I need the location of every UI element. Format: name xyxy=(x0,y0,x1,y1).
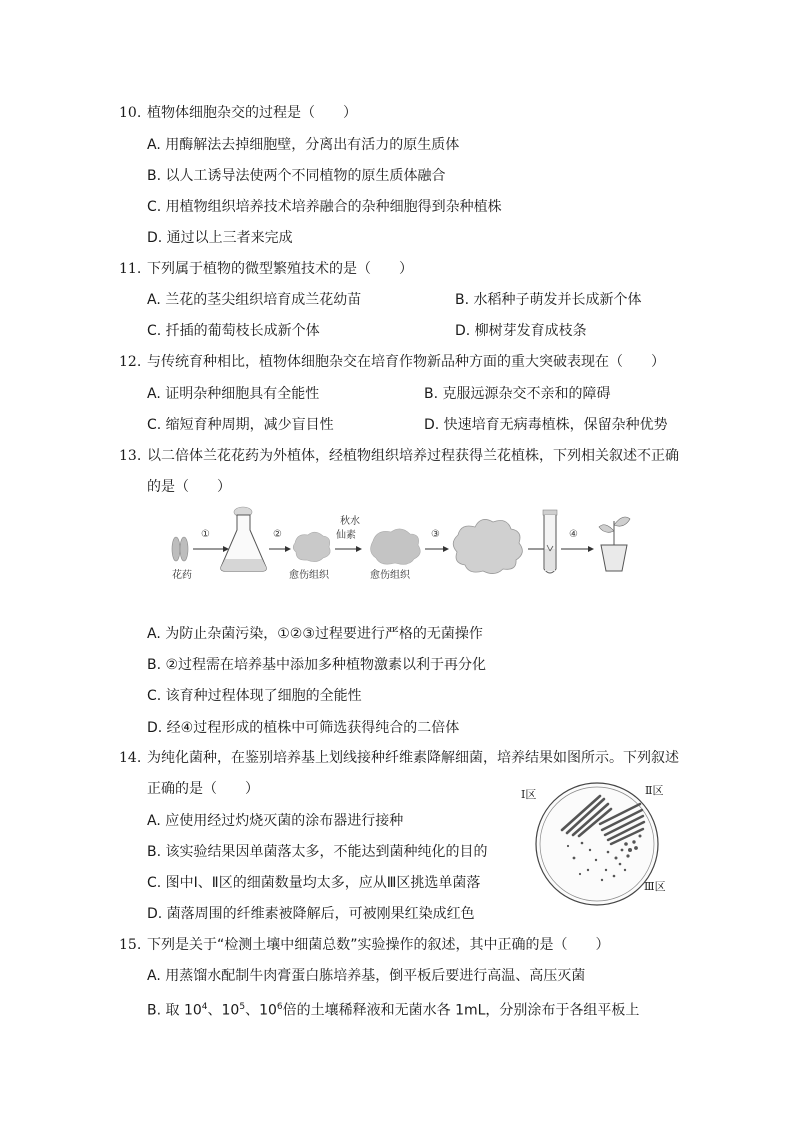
callus-label-2: 愈伤组织 xyxy=(370,570,410,581)
exponent-6: 6 xyxy=(276,1002,283,1012)
question-13-option-b: B. ②过程需在培养基中添加多种植物激素以利于再分化 xyxy=(147,657,487,673)
question-13-option-a: A. 为防止杂菌污染，①②③过程要进行严格的无菌操作 xyxy=(147,626,483,642)
question-10-number: 10. xyxy=(119,105,142,121)
anther-icon xyxy=(172,537,188,561)
question-12-number: 12. xyxy=(119,354,142,370)
question-13-stem-line1: 以二倍体兰花花药为外植体，经植物组织培养过程获得兰花植株，下列相关叙述不正确 xyxy=(147,448,679,464)
option-b-prefix: B. 取 10 xyxy=(147,1002,202,1019)
question-14-option-c: C. 图中Ⅰ、Ⅱ区的细菌数量均太多，应从Ⅲ区挑选单菌落 xyxy=(147,875,481,891)
question-13-option-c: C. 该育种过程体现了细胞的全能性 xyxy=(147,688,362,704)
anther-label: 花药 xyxy=(172,570,192,581)
question-10-option-b: B. 以人工诱导法使两个不同植物的原生质体融合 xyxy=(147,168,446,184)
callus-1-icon xyxy=(293,532,330,561)
question-15-option-b xyxy=(147,998,639,1020)
question-15-stem: 下列是关于“检测土壤中细菌总数”实验操作的叙述，其中正确的是（ ） xyxy=(147,937,610,953)
exponent-5: 5 xyxy=(239,1002,246,1012)
question-10-option-d: D. 通过以上三者来完成 xyxy=(147,230,293,246)
step-1-label: ① xyxy=(201,529,210,540)
question-14-number: 14. xyxy=(119,750,142,766)
question-12-option-c: C. 缩短育种周期，减少盲目性 xyxy=(147,417,334,433)
question-11-option-b: B. 水稻种子萌发并长成新个体 xyxy=(455,292,642,308)
zone-3-label: Ⅲ区 xyxy=(644,880,666,893)
option-b-rest: 倍的土壤稀释液和无菌水各 1mL，分别涂布于各组平板上 xyxy=(282,1002,640,1019)
question-11-number: 11. xyxy=(119,261,142,277)
question-14-stem-line2: 正确的是（ ） xyxy=(147,781,259,797)
question-15-option-a: A. 用蒸馏水配制牛肉膏蛋白胨培养基，倒平板后要进行高温、高压灭菌 xyxy=(147,968,586,984)
step-2-label: ② xyxy=(273,529,282,540)
question-15-number: 15. xyxy=(119,937,142,953)
test-tube-icon xyxy=(543,510,557,573)
potted-plant-icon xyxy=(599,517,630,571)
question-10-stem: 植物体细胞杂交的过程是（ ） xyxy=(147,105,357,121)
question-12-option-a: A. 证明杂种细胞具有全能性 xyxy=(147,386,320,402)
question-14-stem-line1: 为纯化菌种，在鉴别培养基上划线接种纤维素降解细菌，培养结果如图所示。下列叙述 xyxy=(147,750,679,766)
question-14-option-a: A. 应使用经过灼烧灭菌的涂布器进行接种 xyxy=(147,813,404,829)
question-13-option-d: D. 经④过程形成的植株中可筛选获得纯合的二倍体 xyxy=(147,720,460,736)
colchicine-label-line1: 秋水 xyxy=(340,516,360,527)
question-10-option-a: A. 用酶解法去掉细胞壁，分离出有活力的原生质体 xyxy=(147,137,460,153)
question-14-option-d: D. 菌落周围的纤维素被降解后，可被刚果红染成红色 xyxy=(147,906,475,922)
colchicine-label-line2: 仙素 xyxy=(336,530,356,541)
question-13-stem-line2: 的是（ ） xyxy=(147,479,231,495)
question-12-stem: 与传统育种相比，植物体细胞杂交在培育作物新品种方面的重大突破表现在（ ） xyxy=(147,354,665,370)
question-10-option-c: C. 用植物组织培养技术培养融合的杂种细胞得到杂种植株 xyxy=(147,199,502,215)
question-11-option-a: A. 兰花的茎尖组织培育成兰花幼苗 xyxy=(147,292,362,308)
callus-2-icon xyxy=(371,529,421,564)
question-11-option-c: C. 扦插的葡萄枝长成新个体 xyxy=(147,323,320,339)
zone-1-label: Ⅰ区 xyxy=(521,788,537,801)
question-12-option-d: D. 快速培育无病毒植株，保留杂种优势 xyxy=(424,417,668,433)
question-13-number: 13. xyxy=(119,448,142,464)
callus-label-1: 愈伤组织 xyxy=(289,570,329,581)
option-b-mid-1: 、10 xyxy=(207,1002,240,1019)
step-3-label: ③ xyxy=(431,529,440,540)
option-b-mid-2: 、10 xyxy=(245,1002,277,1019)
question-14-option-b: B. 该实验结果因单菌落太多，不能达到菌种纯化的目的 xyxy=(147,844,488,860)
flask-icon xyxy=(221,507,266,571)
zone-2-label: Ⅱ区 xyxy=(645,784,664,797)
exponent-4: 4 xyxy=(201,1002,208,1012)
question-12-option-b: B. 克服远源杂交不亲和的障碍 xyxy=(424,386,611,402)
step-4-label: ④ xyxy=(569,529,578,540)
question-11-stem: 下列属于植物的微型繁殖技术的是（ ） xyxy=(147,261,413,277)
shoot-mass-icon xyxy=(453,519,522,573)
question-11-option-d: D. 柳树芽发育成枝条 xyxy=(455,323,587,339)
